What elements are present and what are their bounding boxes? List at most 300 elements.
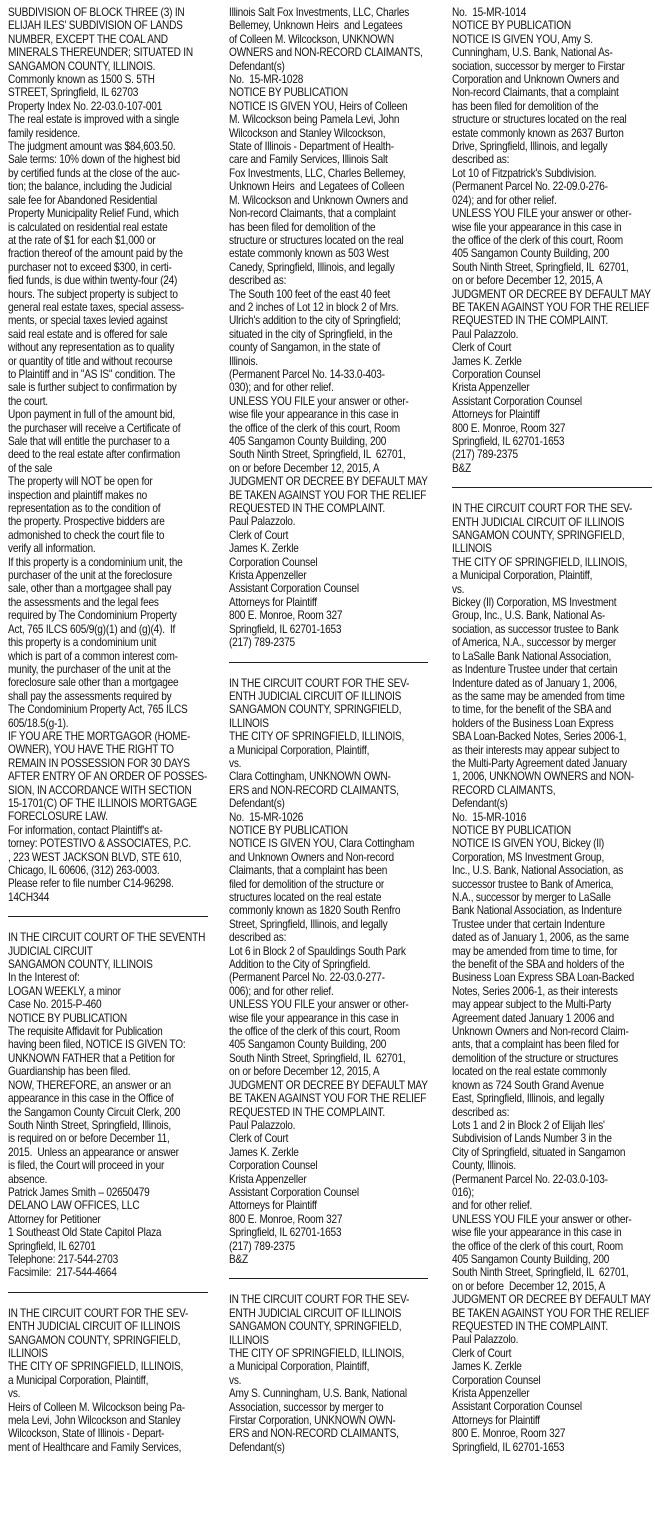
- notice-line: vs.: [452, 582, 465, 596]
- notice-line: ILLINOIS: [8, 1347, 48, 1360]
- notice-line: Bickey (Il) Corporation, MS Investment: [452, 596, 617, 610]
- notice-line: on or before December 12, 2015, A: [452, 1279, 605, 1293]
- notice-line: (Permanent Parcel No. 22-03.0-277-: [229, 971, 385, 985]
- legal-notice: [8, 931, 208, 1280]
- notice-line: Street, Springfield, Illinois, and legally: [229, 917, 388, 931]
- notice-line: OWNERS and NON-RECORD CLAIMANTS,: [229, 46, 423, 60]
- notice-line: demolition of the structure or structures: [452, 1051, 618, 1065]
- column-2: [229, 6, 428, 1454]
- notice-line: Krista Appenzeller: [452, 381, 530, 395]
- notice-line: the court.: [8, 394, 48, 408]
- notice-line: Krista Appenzeller: [229, 569, 307, 583]
- notice-line: 1 Southeast Old State Capitol Plaza: [8, 1226, 162, 1240]
- notice-line: Corporation, MS Investment Group,: [452, 850, 605, 864]
- notice-line: a Municipal Corporation, Plaintiff,: [229, 1360, 370, 1374]
- notice-line: M. Wilcockson being Pamela Levi, John: [229, 113, 400, 127]
- notice-line: NOTICE BY PUBLICATION: [452, 823, 571, 837]
- notice-line: 15-1701(C) OF THE ILLINOIS MORTGAGE: [8, 796, 197, 810]
- notice-line: may appear subject to the Multi-Party: [452, 998, 612, 1012]
- notice-line: fied funds, is due within twenty-four (24): [8, 274, 178, 288]
- notice-line: ENTH JUDICIAL CIRCUIT OF ILLINOIS: [229, 689, 402, 703]
- notice-line: Clerk of Court: [452, 341, 512, 355]
- notice-line: SANGAMON COUNTY, SPRINGFIELD,: [229, 1320, 402, 1334]
- notice-line: Springfield, IL 62701-1653: [229, 622, 342, 636]
- notice-line: Chicago, IL 60606, (312) 263-0003.: [8, 864, 160, 877]
- notice-line: 030); and for other relief.: [229, 381, 334, 395]
- notice-line: Heirs of Colleen M. Wilcockson being Pa-: [8, 1400, 185, 1414]
- notice-divider: [229, 662, 428, 663]
- notice-line: structure or structures located on the real: [229, 233, 404, 247]
- notice-line: ENTH JUDICIAL CIRCUIT OF ILLINOIS: [8, 1320, 181, 1334]
- notice-line: NOTICE IS GIVEN YOU, Amy S.: [452, 32, 593, 46]
- notice-line: has been filed for demolition of the: [229, 220, 376, 234]
- notice-line: and for other relief.: [452, 1199, 533, 1213]
- notice-line: JUDGMENT OR DECREE BY DEFAULT MAY: [229, 475, 428, 489]
- notice-line: THE CITY OF SPRINGFIELD, ILLINOIS,: [229, 730, 405, 744]
- notice-line: The judgment amount was $84,603.50.: [8, 140, 176, 154]
- notice-line: of Colleen M. Wilcockson, UNKNOWN: [229, 32, 394, 46]
- notice-line: munity, the purchaser of the unit at the: [8, 662, 171, 676]
- notice-line: 14CH344: [8, 890, 50, 904]
- notice-line: Clerk of Court: [229, 528, 289, 542]
- notice-line: Krista Appenzeller: [229, 1172, 307, 1186]
- notice-line: vs.: [229, 756, 242, 770]
- notice-line: as their interests may appear subject to: [452, 743, 620, 757]
- notice-line: SANGAMON COUNTY, SPRINGFIELD,: [452, 529, 625, 543]
- notice-line: East, Springfield, Illinois, and legally: [452, 1092, 605, 1106]
- notice-line: BE TAKEN AGAINST YOU FOR THE RELIEF: [452, 1306, 650, 1320]
- notice-line: James K. Zerkle: [229, 542, 299, 556]
- notice-line: as Indenture Trustee under that certain: [452, 663, 618, 677]
- notice-divider: [8, 916, 208, 917]
- notice-line: a Municipal Corporation, Plaintiff,: [229, 743, 370, 757]
- notice-line: Paul Palazzolo.: [452, 1333, 519, 1347]
- notice-line: Corporation Counsel: [452, 367, 541, 381]
- column-1: [8, 6, 208, 1454]
- notice-line: appearance in this case in the Office of: [8, 1092, 174, 1106]
- notice-line: purchaser of the unit at the foreclosure: [8, 569, 172, 583]
- notice-line: Fox Investments, LLC, Charles Bellemey,: [229, 166, 406, 180]
- notice-line: James K. Zerkle: [229, 1145, 299, 1159]
- notice-line: the office of the clerk of this court, Room: [452, 233, 623, 247]
- legal-notice: [229, 677, 428, 1267]
- notice-line: IN THE CIRCUIT COURT FOR THE SEV-: [8, 1306, 189, 1320]
- notice-line: is required on or before December 11,: [8, 1132, 170, 1146]
- legal-notice: [229, 1293, 428, 1454]
- notice-line: JUDGMENT OR DECREE BY DEFAULT MAY: [452, 287, 651, 301]
- notice-line: Subdivision of Lands Number 3 in the: [452, 1132, 612, 1146]
- notice-line: Act, 765 ILCS 605/9(g)(1) and (g)(4). If: [8, 622, 176, 636]
- legal-notice: [229, 6, 428, 650]
- notice-line: a Municipal Corporation, Plaintiff,: [8, 1373, 149, 1387]
- notice-line: Indenture dated as of January 1, 2006,: [452, 676, 618, 690]
- notice-line: For information, contact Plaintiff's at-: [8, 823, 163, 837]
- notice-line: estate commonly known as 2637 Burton: [452, 126, 624, 140]
- notice-line: James K. Zerkle: [452, 354, 522, 368]
- notice-line: ELIJAH ILES' SUBDIVISION OF LANDS: [8, 19, 183, 33]
- notice-line: Non-record Claimants, that a complaint: [452, 86, 619, 100]
- notice-line: South Ninth Street, Springfield, IL 62701,: [229, 1051, 406, 1065]
- notice-line: the assessments and the legal fees: [8, 595, 159, 609]
- notice-line: Clara Cottingham, UNKNOWN OWN-: [229, 770, 391, 784]
- notice-line: NOTICE IS GIVEN YOU, Bickey (Il): [452, 837, 605, 851]
- notice-line: N.A., successor by merger to LaSalle: [452, 891, 611, 904]
- notice-line: BE TAKEN AGAINST YOU FOR THE RELIEF: [452, 300, 650, 314]
- notice-line: care and Family Services, Illinois Salt: [229, 153, 388, 167]
- notice-line: Corporation Counsel: [229, 555, 318, 569]
- notice-line: ments, or special taxes levied against: [8, 314, 168, 328]
- notice-line: torney: POTESTIVO & ASSOCIATES, P.C.: [8, 837, 191, 851]
- notice-line: county of Sangamon, in the state of: [229, 341, 381, 355]
- notice-line: 024); and for other relief.: [452, 193, 557, 207]
- notice-line: Assistant Corporation Counsel: [452, 394, 582, 408]
- notice-line: sale is further subject to confirmation by: [8, 381, 177, 395]
- notice-line: inspection and plaintiff makes no: [8, 488, 147, 502]
- notice-line: Cunningham, U.S. Bank, National As-: [452, 46, 613, 60]
- notice-line: Property Municipality Relief Fund, which: [8, 207, 179, 221]
- notice-line: Bank National Association, as Indenture: [452, 904, 622, 918]
- notice-line: 405 Sangamon County Building, 200: [229, 1038, 387, 1052]
- notice-line: Facsimile: 217-544-4664: [8, 1266, 117, 1280]
- notice-line: at the rate of $1 for each $1,000 or: [8, 233, 156, 247]
- notice-line: (Permanent Parcel No. 14-33.0-403-: [229, 367, 385, 381]
- notice-line: 800 E. Monroe, Room 327: [452, 1427, 566, 1441]
- notice-line: wise file your appearance in this case in: [229, 1011, 399, 1025]
- notice-line: The Condominium Property Act, 765 ILCS: [8, 703, 188, 717]
- notice-line: THE CITY OF SPRINGFIELD, ILLINOIS,: [229, 1347, 405, 1360]
- notice-line: wise file your appearance in this case in: [229, 408, 399, 422]
- notice-line: SION, IN ACCORDANCE WITH SECTION: [8, 783, 192, 797]
- notice-line: Wilcockson and Stanley Wilcockson,: [229, 126, 386, 140]
- notice-line: RECORD CLAIMANTS,: [452, 783, 556, 797]
- notice-line: IF YOU ARE THE MORTGAGOR (HOME-: [8, 729, 191, 743]
- notice-line: UNLESS YOU FILE your answer or other-: [452, 1212, 632, 1226]
- notice-line: Trustee under that certain Indenture: [452, 917, 605, 931]
- notice-line: FORECLOSURE LAW.: [8, 810, 108, 824]
- notice-line: required by The Condominium Property: [8, 609, 177, 623]
- notice-line: Paul Palazzolo.: [452, 327, 519, 341]
- notice-line: sociation, successor by merger to Firstar: [452, 59, 625, 73]
- notice-line: Canedy, Springfield, Illinois, and legally: [229, 260, 395, 274]
- notice-line: holders of the Business Loan Express: [452, 716, 614, 730]
- notice-line: Inc., U.S. Bank, National Association, as: [452, 864, 624, 878]
- notice-line: Attorneys for Plaintiff: [229, 1199, 317, 1213]
- notice-line: to Plaintiff and in "AS IS" condition. The: [8, 367, 175, 381]
- notice-line: South Ninth Street, Springfield, IL 62701,: [452, 1266, 629, 1280]
- notice-line: City of Springfield, situated in Sangamon: [452, 1145, 626, 1159]
- notice-line: OWNER), YOU HAVE THE RIGHT TO: [8, 743, 174, 757]
- notice-line: general real estate taxes, special assess-: [8, 300, 184, 314]
- notice-line: Defendant(s): [229, 1440, 285, 1454]
- notice-line: Amy S. Cunningham, U.S. Bank, National: [229, 1387, 407, 1401]
- legal-notice: [8, 1307, 208, 1454]
- notice-line: 1, 2006, UNKNOWN OWNERS and NON-: [452, 770, 634, 784]
- notice-line: Clerk of Court: [452, 1346, 512, 1360]
- notice-line: 405 Sangamon County Building, 200: [452, 1252, 610, 1266]
- notice-line: Ulrich's addition to the city of Springfield;: [229, 314, 401, 328]
- legal-notice: [452, 502, 652, 1454]
- notice-line: Attorneys for Plaintiff: [452, 1413, 540, 1427]
- notice-line: NOTICE BY PUBLICATION: [452, 19, 571, 33]
- notice-line: ants, that a complaint has been filed for: [452, 1038, 620, 1052]
- notice-line: or quantity of title and without recourse: [8, 354, 173, 368]
- notice-line: as the same may be amended from time: [452, 689, 625, 703]
- notice-line: THE CITY OF SPRINGFIELD, ILLINOIS,: [8, 1360, 184, 1374]
- notice-line: UNLESS YOU FILE your answer or other-: [452, 207, 632, 221]
- notice-line: The real estate is improved with a single: [8, 113, 180, 127]
- notice-line: filed for demolition of the structure or: [229, 877, 385, 891]
- notice-line: said real estate and is offered for sale: [8, 327, 168, 341]
- notice-line: Krista Appenzeller: [452, 1387, 530, 1401]
- notice-line: Assistant Corporation Counsel: [452, 1400, 582, 1414]
- notice-line: NUMBER, EXCEPT THE COAL AND: [8, 32, 168, 46]
- notice-line: ERS and NON-RECORD CLAIMANTS,: [229, 1427, 399, 1441]
- notice-line: , 223 WEST JACKSON BLVD, STE 610,: [8, 850, 182, 864]
- notice-line: ment of Healthcare and Family Services,: [8, 1440, 182, 1454]
- notice-line: 405 Sangamon County Building, 200: [452, 247, 610, 261]
- notice-line: Non-record Claimants, that a complaint: [229, 207, 396, 221]
- legal-notice: [8, 6, 208, 904]
- notice-line: (217) 789-2375: [452, 448, 518, 462]
- notice-line: Lot 10 of Fitzpatrick's Subdivision.: [452, 166, 597, 180]
- notice-line: verify all information.: [8, 542, 96, 556]
- notice-line: The requisite Affidavit for Publication: [8, 1025, 163, 1039]
- notice-line: Association, successor by merger to: [229, 1400, 384, 1414]
- notice-line: is filed, the Court will proceed in your: [8, 1159, 165, 1173]
- notice-line: (Permanent Parcel No. 22-03.0-103-: [452, 1172, 608, 1186]
- notice-line: Telephone: 217-544-2703: [8, 1252, 118, 1266]
- notice-line: on or before December 12, 2015, A: [229, 461, 380, 475]
- notice-line: NOTICE IS GIVEN YOU, Heirs of Colleen: [229, 99, 408, 113]
- notice-line: a Municipal Corporation, Plaintiff,: [452, 569, 593, 583]
- notice-line: Lot 6 in Block 2 of Spauldings South Park: [229, 944, 406, 958]
- notice-line: structures located on the real estate: [229, 891, 382, 904]
- notice-line: SUBDIVISION OF BLOCK THREE (3) IN: [8, 6, 185, 19]
- notice-line: SANGAMON COUNTY, ILLINOIS: [8, 958, 153, 972]
- notice-line: may be amended from time to time, for: [452, 944, 618, 958]
- notice-line: LOGAN WEEKLY, a minor: [8, 984, 121, 998]
- notice-line: UNKNOWN FATHER that a Petition for: [8, 1051, 175, 1065]
- notice-line: ILLINOIS: [229, 716, 269, 730]
- notice-line: the office of the clerk of this court, Room: [229, 421, 400, 435]
- notice-line: James K. Zerkle: [452, 1360, 522, 1374]
- notice-line: described as:: [452, 1105, 510, 1119]
- notice-line: NOTICE BY PUBLICATION: [8, 1011, 127, 1025]
- notice-line: Bellemey, Unknown Heirs and Legatees: [229, 19, 403, 33]
- notice-line: (217) 789-2375: [229, 1239, 295, 1253]
- notice-line: 605/18.5(g-1).: [8, 716, 69, 730]
- notice-line: Property Index No. 22-03.0-107-001: [8, 99, 163, 113]
- notice-line: commonly known as 1820 South Renfro: [229, 904, 401, 918]
- notice-line: Agreement dated January 1 2006 and: [452, 1011, 614, 1025]
- notice-line: tion; the balance, including the Judicial: [8, 180, 172, 194]
- notice-line: NOW, THEREFORE, an answer or an: [8, 1078, 171, 1092]
- notice-line: Corporation Counsel: [452, 1373, 541, 1387]
- notice-line: REQUESTED IN THE COMPLAINT.: [229, 502, 385, 516]
- notice-line: 016);: [452, 1185, 474, 1199]
- notice-line: JUDICIAL CIRCUIT: [8, 944, 93, 958]
- notice-line: structure or structures located on the real: [452, 113, 627, 127]
- notice-line: ENTH JUDICIAL CIRCUIT OF ILLINOIS: [229, 1306, 402, 1320]
- notice-line: B&Z: [229, 1252, 248, 1266]
- notice-line: sale, other than a mortgagee shall pay: [8, 582, 172, 596]
- notice-line: Attorneys for Plaintiff: [229, 595, 317, 609]
- notice-line: Corporation Counsel: [229, 1159, 318, 1173]
- notice-line: the benefit of the SBA and holders of the: [452, 958, 625, 972]
- notice-line: STREET, Springfield, IL 62703: [8, 86, 139, 100]
- notice-line: Unknown Heirs and Legatees of Colleen: [229, 180, 405, 194]
- notice-line: Defendant(s): [452, 797, 508, 811]
- notice-line: (217) 789-2375: [229, 636, 295, 650]
- notice-line: REQUESTED IN THE COMPLAINT.: [229, 1105, 385, 1119]
- notice-line: known as 724 South Grand Avenue: [452, 1078, 604, 1092]
- notice-line: Guardianship has been filed.: [8, 1065, 131, 1079]
- notice-line: DELANO LAW OFFICES, LLC: [8, 1199, 140, 1213]
- notice-line: wise file your appearance in this case in: [452, 1226, 622, 1240]
- notice-line: If this property is a condominium unit, the: [8, 555, 183, 569]
- notice-line: South Ninth Street, Springfield, Illinois,: [8, 1118, 171, 1132]
- notice-line: Springfield, IL 62701-1653: [229, 1226, 342, 1240]
- notice-line: Springfield, IL 62701: [8, 1239, 96, 1253]
- notice-line: sale fee for Abandoned Residential: [8, 193, 158, 207]
- notice-line: sociation, as successor trustee to Bank: [452, 622, 619, 636]
- notice-line: mela Levi, John Wilcockson and Stanley: [8, 1414, 181, 1428]
- notice-line: Illinois Salt Fox Investments, LLC, Charles: [229, 6, 410, 19]
- notice-line: (Permanent Parcel No. 22-09.0-276-: [452, 180, 608, 194]
- notice-line: NOTICE BY PUBLICATION: [229, 86, 348, 100]
- notice-line: ILLINOIS: [229, 1333, 269, 1347]
- notice-line: The property will NOT be open for: [8, 475, 153, 489]
- notice-line: Attorneys for Plaintiff: [452, 408, 540, 422]
- notice-line: Lots 1 and 2 in Block 2 of Elijah Iles': [452, 1118, 605, 1132]
- notice-line: Claimants, that a complaint has been: [229, 864, 388, 878]
- notice-line: County, Illinois.: [452, 1159, 516, 1173]
- notice-line: is calculated on residential real estate: [8, 220, 168, 234]
- notice-line: ILLINOIS: [452, 542, 492, 556]
- notice-line: Sale terms: 10% down of the highest bid: [8, 153, 181, 167]
- notice-line: which is part of a common interest com-: [8, 649, 178, 663]
- notice-line: Upon payment in full of the amount bid,: [8, 408, 176, 422]
- notice-line: the office of the clerk of this court, Room: [452, 1239, 623, 1253]
- notice-line: Firstar Corporation, UNKNOWN OWN-: [229, 1414, 396, 1428]
- notice-line: IN THE CIRCUIT COURT FOR THE SEV-: [452, 502, 633, 516]
- notice-line: No. 15-MR-1016: [452, 810, 527, 824]
- notice-line: hours. The subject property is subject to: [8, 287, 178, 301]
- notice-line: Commonly known as 1500 S. 5TH: [8, 73, 155, 87]
- notice-line: NOTICE IS GIVEN YOU, Clara Cottingham: [229, 837, 415, 851]
- notice-line: JUDGMENT OR DECREE BY DEFAULT MAY: [452, 1293, 651, 1307]
- notice-line: representation as to the condition of: [8, 502, 161, 516]
- notice-divider: [452, 487, 652, 488]
- notice-line: IN THE CIRCUIT COURT FOR THE SEV-: [229, 676, 410, 690]
- notice-line: vs.: [8, 1387, 21, 1401]
- notice-line: fraction thereof of the amount paid by the: [8, 247, 183, 261]
- notice-line: AFTER ENTRY OF AN ORDER OF POSSES-: [8, 770, 208, 784]
- notice-line: foreclosure sale other than a mortgagee: [8, 676, 179, 690]
- notice-divider: [8, 1292, 208, 1293]
- notice-line: ERS and NON-RECORD CLAIMANTS,: [229, 783, 399, 797]
- notice-line: South Ninth Street, Springfield, IL 62701,: [452, 260, 629, 274]
- notice-line: In the Interest of:: [8, 971, 80, 985]
- notice-line: dated as of January 1, 2006, as the same: [452, 931, 629, 945]
- notice-line: Paul Palazzolo.: [229, 1118, 296, 1132]
- notice-line: situated in the city of Springfield, in the: [229, 327, 393, 341]
- notice-line: successor trustee to Bank of America,: [452, 877, 614, 891]
- notice-line: having been filed, NOTICE IS GIVEN TO:: [8, 1038, 186, 1052]
- notice-line: ENTH JUDICIAL CIRCUIT OF ILLINOIS: [452, 515, 625, 529]
- notice-line: SANGAMON COUNTY, SPRINGFIELD,: [8, 1333, 181, 1347]
- notice-line: MINERALS THEREUNDER; SITUATED IN: [8, 46, 193, 60]
- notice-line: without any representation as to quality: [8, 341, 175, 355]
- notice-line: The South 100 feet of the east 40 feet: [229, 287, 391, 301]
- notice-line: IN THE CIRCUIT COURT FOR THE SEV-: [229, 1293, 410, 1307]
- notice-line: Case No. 2015-P-460: [8, 998, 102, 1012]
- notice-line: vs.: [229, 1373, 242, 1387]
- notice-divider: [229, 1278, 428, 1279]
- notice-line: shall pay the assessments required by: [8, 689, 172, 703]
- notice-line: NOTICE BY PUBLICATION: [229, 823, 348, 837]
- notice-line: THE CITY OF SPRINGFIELD, ILLINOIS,: [452, 555, 628, 569]
- notice-line: the Sangamon County Circuit Clerk, 200: [8, 1105, 181, 1119]
- notice-line: Springfield, IL 62701-1653: [452, 1440, 565, 1454]
- notice-line: and 2 inches of Lot 12 in block 2 of Mrs.: [229, 300, 399, 314]
- notice-line: to time, for the benefit of the SBA and: [452, 703, 612, 717]
- notice-line: described as:: [452, 153, 510, 167]
- notice-line: IN THE CIRCUIT COURT OF THE SEVENTH: [8, 931, 206, 945]
- notice-line: REMAIN IN POSSESSION FOR 30 DAYS: [8, 756, 190, 770]
- notice-line: Defendant(s): [229, 59, 285, 73]
- notice-line: No. 15-MR-1014: [452, 6, 527, 19]
- notice-line: has been filed for demolition of the: [452, 99, 599, 113]
- notice-line: Addition to the City of Springfield.: [229, 958, 371, 972]
- notice-line: UNLESS YOU FILE your answer or other-: [229, 998, 409, 1012]
- notice-line: described as:: [229, 931, 287, 945]
- notice-line: family residence.: [8, 126, 80, 140]
- notice-line: SBA Loan-Backed Notes, Series 2006-1,: [452, 730, 627, 744]
- notice-line: Wilcockson, State of Illinois - Depart-: [8, 1427, 165, 1441]
- notice-line: the office of the clerk of this court, Room: [229, 1025, 400, 1039]
- notice-line: 405 Sangamon County Building, 200: [229, 435, 387, 448]
- notice-line: Unknown Owners and Non-record Claim-: [452, 1025, 629, 1039]
- notice-line: No. 15-MR-1028: [229, 73, 304, 87]
- notice-line: Springfield, IL 62701-1653: [452, 435, 565, 448]
- notice-line: purchaser not to exceed $300, in certi-: [8, 260, 172, 274]
- notice-line: B&Z: [452, 461, 471, 475]
- notice-line: BE TAKEN AGAINST YOU FOR THE RELIEF: [229, 488, 427, 502]
- notice-line: Notes, Series 2006-1, as their interests: [452, 984, 618, 998]
- notice-line: the property. Prospective bidders are: [8, 515, 165, 529]
- notice-line: Business Loan Express SBA Loan-Backed: [452, 971, 635, 985]
- notice-line: 800 E. Monroe, Room 327: [229, 1212, 343, 1226]
- notice-line: admonished to check the court file to: [8, 528, 165, 542]
- notice-line: Assistant Corporation Counsel: [229, 582, 359, 596]
- notice-line: on or before December 12, 2015, A: [452, 274, 603, 288]
- notice-line: described as:: [229, 274, 287, 288]
- notice-line: 800 E. Monroe, Room 327: [229, 609, 343, 623]
- notice-line: UNLESS YOU FILE your answer or other-: [229, 394, 409, 408]
- notice-line: State of Illinois - Department of Health-: [229, 140, 394, 154]
- notice-line: Defendant(s): [229, 797, 285, 811]
- notice-line: absence.: [8, 1172, 48, 1186]
- notice-line: M. Wilcockson and Unknown Owners and: [229, 193, 408, 207]
- notice-line: REQUESTED IN THE COMPLAINT.: [452, 1320, 608, 1333]
- notice-line: SANGAMON COUNTY, ILLINOIS.: [8, 59, 156, 73]
- notice-line: by certified funds at the close of the auc-: [8, 166, 180, 180]
- notice-line: 800 E. Monroe, Room 327: [452, 421, 566, 435]
- notice-line: No. 15-MR-1026: [229, 810, 304, 824]
- notice-line: South Ninth Street, Springfield, IL 62701,: [229, 448, 406, 462]
- notice-line: Clerk of Court: [229, 1132, 289, 1146]
